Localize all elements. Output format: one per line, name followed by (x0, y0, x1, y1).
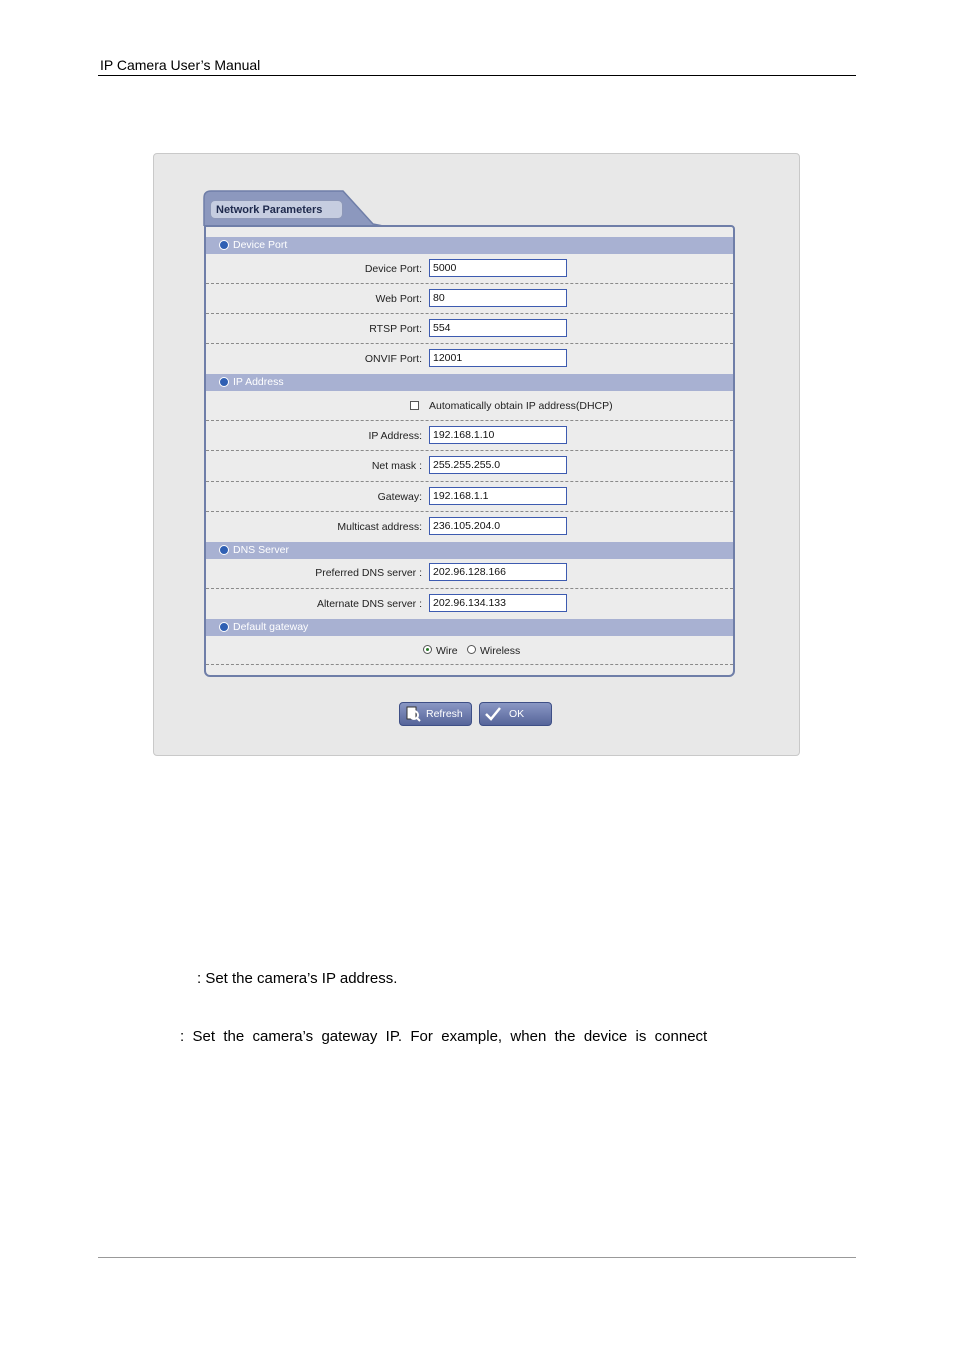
checkmark-icon (484, 705, 502, 723)
refresh-label: Refresh (426, 708, 463, 720)
section-bullet-icon (219, 240, 229, 250)
dhcp-label: Automatically obtain IP address(DHCP) (429, 400, 613, 412)
section-bullet-icon (219, 622, 229, 632)
section-dns-server: DNS Server (206, 542, 733, 559)
onvif-port-label: ONVIF Port: (364, 353, 422, 365)
web-port-input[interactable] (429, 289, 567, 307)
ip-address-label: IP Address: (368, 430, 422, 442)
wire-label: Wire (436, 645, 458, 657)
dhcp-checkbox[interactable] (410, 401, 419, 410)
section-bullet-icon (219, 545, 229, 555)
wireless-radio[interactable] (467, 645, 476, 654)
multicast-input[interactable] (429, 517, 567, 535)
section-ip-address: IP Address (206, 374, 733, 391)
ok-label: OK (509, 708, 525, 720)
row-divider (206, 588, 733, 589)
refresh-search-icon (404, 705, 422, 723)
gateway-input[interactable] (429, 487, 567, 505)
row-divider (206, 313, 733, 314)
gateway-description: : Set the camera’s gateway IP. For example, when the device is connect (180, 1028, 708, 1045)
rtsp-port-input[interactable] (429, 319, 567, 337)
ip-address-input[interactable] (429, 426, 567, 444)
wireless-label: Wireless (480, 645, 521, 657)
document-header: IP Camera User’s Manual (100, 57, 261, 73)
ip-address-description: : Set the camera’s IP address. (197, 970, 398, 987)
row-divider (206, 664, 733, 665)
rtsp-port-label: RTSP Port: (369, 323, 422, 335)
net-mask-label: Net mask : (371, 460, 422, 472)
section-bullet-icon (219, 377, 229, 387)
row-divider (206, 481, 733, 482)
footer-divider (98, 1257, 856, 1258)
header-divider (98, 75, 856, 76)
web-port-label: Web Port: (375, 293, 422, 305)
tab-network-parameters[interactable]: Network Parameters (210, 200, 343, 219)
preferred-dns-input[interactable] (429, 563, 567, 581)
section-default-gateway: Default gateway (206, 619, 733, 636)
device-port-label: Device Port: (364, 263, 422, 275)
row-divider (206, 450, 733, 451)
wire-radio[interactable] (423, 645, 432, 654)
row-divider (206, 343, 733, 344)
preferred-dns-label: Preferred DNS server : (315, 567, 422, 579)
alternate-dns-input[interactable] (429, 594, 567, 612)
section-device-port: Device Port (206, 237, 733, 254)
refresh-button[interactable] (399, 702, 472, 726)
multicast-label: Multicast address: (337, 521, 422, 533)
gateway-label: Gateway: (377, 491, 422, 503)
ok-button[interactable] (479, 702, 552, 726)
alternate-dns-label: Alternate DNS server : (316, 598, 422, 610)
net-mask-input[interactable] (429, 456, 567, 474)
row-divider (206, 283, 733, 284)
device-port-input[interactable] (429, 259, 567, 277)
onvif-port-input[interactable] (429, 349, 567, 367)
row-divider (206, 420, 733, 421)
row-divider (206, 511, 733, 512)
